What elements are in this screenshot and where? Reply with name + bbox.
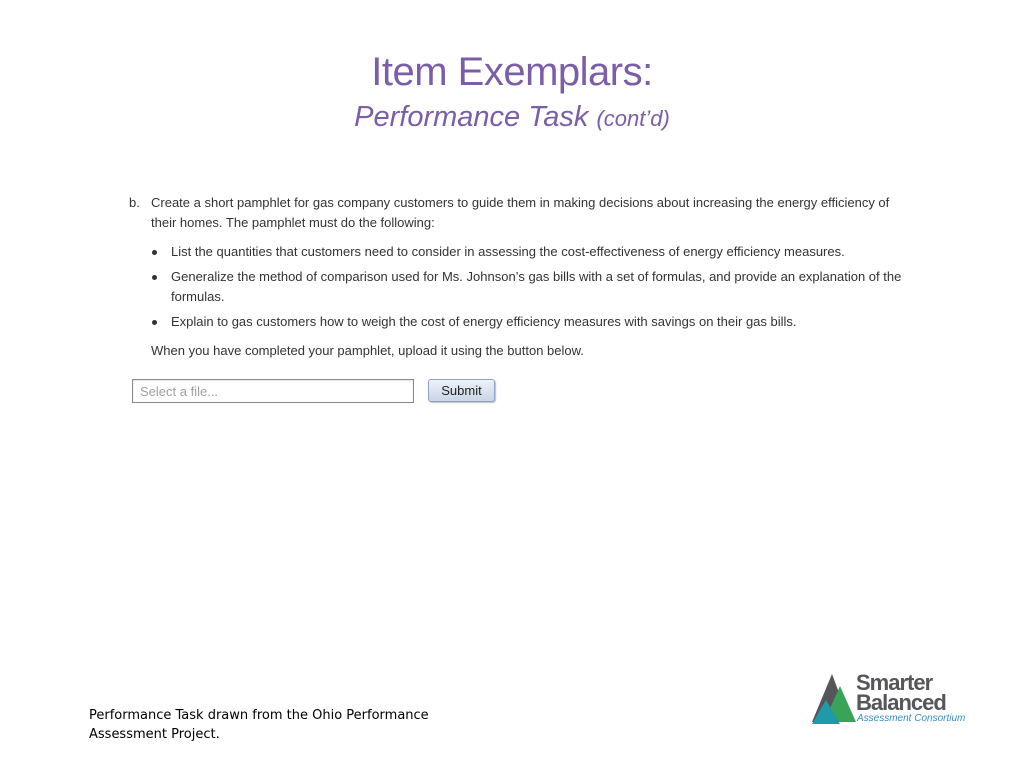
item-body	[151, 193, 909, 361]
logo-word-consortium: Assessment Consortium	[857, 713, 966, 724]
submit-button[interactable]: Submit	[428, 379, 495, 402]
subtitle-suffix: (cont’d)	[596, 106, 670, 131]
logo-triangles-icon	[810, 672, 858, 728]
subtitle-main: Performance Task	[354, 101, 589, 133]
bullet-dot-icon	[152, 320, 157, 325]
bullet-dot-icon	[152, 275, 157, 280]
file-select-input[interactable]: Select a file...	[132, 379, 414, 403]
footnote-line-2: Assessment Project.	[89, 727, 220, 742]
bullet-text: Generalize the method of comparison used for Ms. Johnson’s gas bills with a set of formulas, and provide an explanation of the formulas.	[171, 269, 902, 304]
smarter-balanced-logo	[810, 672, 980, 728]
bullet-item	[151, 312, 909, 332]
footnote-line-1: Performance Task drawn from the Ohio Performance	[89, 708, 429, 723]
slide-subtitle	[0, 98, 1024, 138]
item-closing: When you have completed your pamphlet, upload it using the button below.	[151, 343, 584, 358]
bullet-text: List the quantities that customers need to consider in assessing the cost-effectiveness of energy efficiency measures.	[171, 244, 845, 259]
bullet-text: Explain to gas customers how to weigh the cost of energy efficiency measures with savings on their gas bills.	[171, 314, 797, 329]
item-intro: Create a short pamphlet for gas company customers to guide them in making decisions about increasing the energy efficiency of their homes. The pamphlet must do the following:	[151, 195, 890, 230]
logo-word-balanced: Balanced	[856, 690, 946, 715]
bullet-list	[151, 242, 909, 332]
item-letter: b.	[129, 195, 140, 210]
bullet-item	[151, 242, 909, 262]
bullet-item	[151, 267, 909, 307]
task-item	[129, 193, 909, 361]
logo-word-smarter: Smarter	[856, 670, 933, 695]
slide-title: Item Exemplars:	[371, 50, 653, 94]
bullet-dot-icon	[152, 250, 157, 255]
footnote	[89, 706, 449, 744]
